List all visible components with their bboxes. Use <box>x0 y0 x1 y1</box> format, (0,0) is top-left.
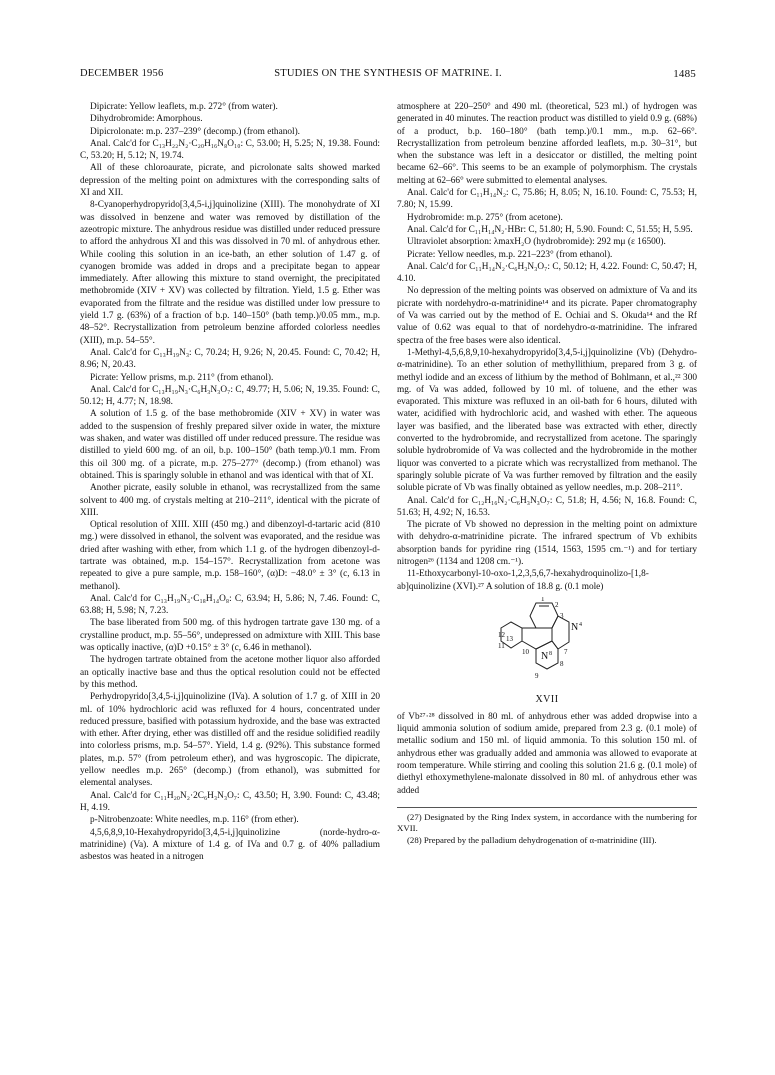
footnote: (28) Prepared by the palladium dehydrogenation of α-matrinidine (III). <box>407 834 657 845</box>
paragraph: Anal. Calc'd for C₁₁H₁₄N₂·C₆H₃N₃O₇: C, 50.12; H, 4.22. Found: C, 50.47; H, 4.10. <box>397 261 697 285</box>
right-column <box>397 101 697 846</box>
paragraph: Anal. Calc'd for C₁₁H₁₄N₂·HBr: C, 51.80; H, 5.90. Found: C, 51.55; H, 5.95. <box>407 224 693 235</box>
paragraph: Anal. Calc'd for C₁₃H₂₂N₂·C₂₀H₁₆N₈O₁₀: C, 53.00; H, 5.25; N, 19.38. Found: C, 53.20; H, 5.12; N, 19.74. <box>80 138 380 162</box>
paragraph: 8-Cyanoperhydropyrido[3,4,5-i,j]quinolizine (XIII). The monohydrate of XI was dissolved in benzene and water was removed by distillation of the azeotropic mixture. The anhydrous residue was distilled under reduced pressure to afford the anhydrous XI and this was dissolved in 70 ml. of anhydrous ether. While cooling this solution in an ice-bath, an ether solution of 1.47 g. of cyanogen bromide was added in drops and a precipitate began to appear immediately. After allowing this mixture to stand overnight, the precipitated methobromide (XIV + XV) was collected by filtration. Yield, 1.5 g. Ether was evaporated from the filtrate and the residue was distilled under low pressure to yield 1.7 g. (63%) of a fraction of b.p. 140–150° (bath temp.)/0.05 mm., m.p. 48–52°. Recrystallization from petroleum benzine afforded colorless needles (XIII), m.p. 54–55°. <box>80 200 380 346</box>
paragraph: 1-Methyl-4,5,6,8,9,10-hexahydropyrido[3,4,5-i,j]quinolizine (Vb) (Dehydro-α-matrinidine). To an ether solution of methyllithium, prepared from 3 g. of methyl iodide and an excess of lithium by the method of Bohlmann, et al.,²² 300 mg. of Va was added, followed by 10 ml. of toluene, and the ether was evaporated. This mixture was refluxed in an oil-bath for 6 hours, diluted with water, acidified with hydrochloric acid, and washed with ether. The aqueous layer was basified, and the liberated base was extracted with ether, directly converted to the hydrobromide, and recrystallized from acetone. The sparingly soluble hydrobromide of Va was collected and the hydrobromide in the mother liquor was converted to a picrate which was recrystallized from methanol. The sparingly soluble picrate of Va was further removed by filtration and the easily soluble picrate of Vb was finally obtained as yellow needles, m.p. 208–211°. <box>397 347 697 494</box>
nitrogen-sup: 4 <box>579 621 582 628</box>
left-column <box>80 101 380 863</box>
paragraph: Anal. Calc'd for C₁₁H₁₄N₂: C, 75.86; H, 8.05; N, 16.10. Found: C, 75.53; H, 7.80; N, 15.99. <box>397 188 697 211</box>
paragraph: The hydrogen tartrate obtained from the acetone mother liquor also afforded an optically inactive base and thus the optical resolution could not be effected by this method. <box>80 655 380 690</box>
atom-number: 1 <box>541 596 545 603</box>
paragraph: Anal. Calc'd for C₁₃H₁₉N₃·C₆H₃N₃O₇: C, 49.77; H, 5.06; N, 19.35. Found: C, 50.12; H, 4.77; N, 18.98. <box>80 384 380 408</box>
paragraph: The picrate of Vb showed no depression in the melting point on admixture with dehydro-α-matrinidine picrate. The infrared spectrum of Vb exhibits absorption bands for pyridine ring (1514, 1563, 1595 cm.⁻¹) and for tertiary nitrogen²⁶ (1134 and 1208 cm.⁻¹). <box>397 520 697 567</box>
atom-number: 12 <box>498 630 505 639</box>
paragraph: Picrate: Yellow needles, m.p. 221–223° (from ethanol). <box>407 249 613 260</box>
atom-number: 13 <box>506 634 513 643</box>
atom-number: 3 <box>560 611 564 620</box>
paragraph: 4,5,6,8,9,10-Hexahydropyrido[3,4,5-i,j]quinolizine (norde-hydro-α-matrinidine) (Va). A mixture of 1.4 g. of IVa and 0.7 g. of 40% palladium asbestos was heated in a nitrogen <box>80 827 380 863</box>
paragraph: Perhydropyrido[3,4,5-i,j]quinolizine (IVa). A solution of 1.7 g. of XIII in 20 ml. of 10% hydrochloric acid was refluxed for 4 hours, concentrated under reduced pressure, basified with potassium hydroxide, and the base was extracted with ether. After drying, ether was distilled off and the residue solidified readily into colorless prisms, m.p. 54–57°. Yield, 1.4 g. (92%). This substance formed plates, m.p. 57° (from petroleum ether), and was hygroscopic. The dipicrate, yellow needles m.p. 265° (decomp.) (from ethanol), was submitted for elemental analyses. <box>80 692 380 789</box>
atom-number: 7 <box>564 647 568 656</box>
paragraph: Anal. Calc'd for C₁₃H₁₉N₃·C₁₈H₁₄O₈: C, 63.94; H, 5.86; N, 7.46. Found: C, 63.88; H, 5.98; N, 7.23. <box>80 593 380 617</box>
header-title: STUDIES ON THE SYNTHESIS OF MATRINE. I. <box>274 68 502 79</box>
nitrogen-label: N <box>571 621 579 633</box>
nitrogen-label: N <box>541 650 549 662</box>
paragraph: p-Nitrobenzoate: White needles, m.p. 116° (from ether). <box>90 815 299 826</box>
nitrogen-sup: 8 <box>549 650 552 657</box>
paragraph: Dihydrobromide: Amorphous. <box>90 114 203 125</box>
paragraph: Anal. Calc'd for C₁₁H₂₀N₂·2C₆H₃N₃O₇: C, 43.50; H, 3.90. Found: C, 43.48; H, 4.19. <box>80 790 380 813</box>
paragraph: 11-Ethoxycarbonyl-10-oxo-1,2,3,5,6,7-hexahydroquinolizo-[1,8-ab]quinolizine (XVI).²⁷ A solution of 18.8 g. (0.1 mole) <box>397 569 649 592</box>
header-date: DECEMBER 1956 <box>80 68 164 79</box>
paragraph: Anal. Calc'd for C₁₃H₁₉N₃: C, 70.24; H, 9.26; N, 20.45. Found: C, 70.42; H, 8.96; N, 20.43. <box>80 347 380 371</box>
page-header <box>80 68 696 84</box>
atom-number: 9 <box>535 671 539 680</box>
paragraph: Anal. Calc'd for C₁₂H₁₆N₂·C₆H₃N₃O₇: C, 51.8; H, 4.56; N, 16.8. Found: C, 51.63; H, 4.92; N, 16.53. <box>397 495 697 518</box>
paragraph: No depression of the melting points was observed on admixture of Va and its picrate with nordehydro-α-matrinidine¹⁴ and its picrate. Paper chromatography of Va was carried out by the method of E. Ochiai and S. Okuda¹⁴ and the Rf value of 0.62 was equal to that of nordehydro-α-matrinidine. The infrared spectra of the free bases were also identical. <box>397 286 697 346</box>
atom-number: 11 <box>498 641 505 650</box>
paragraph: atmosphere at 220–250° and 490 ml. (theoretical, 523 ml.) of hydrogen was generated in 40 minutes. The reaction product was distilled to yield 0.9 g. (68%) of a product, b.p. 160–180° (bath temp.)/0.1 mm., m.p. 62–66°. Recrystallization from petroleum benzine afforded leaflets, m.p. 30–31°, but when the substance was left in a desiccator or distilled, the melting point became 62–66°. This seems to be an example of polymorphism. The crystals melting at 62–66° were submitted to elemental analyses. <box>397 102 697 186</box>
paragraph: Picrate: Yellow prisms, m.p. 211° (from ethanol). <box>90 372 274 383</box>
figure-label: XVII <box>535 693 559 705</box>
atom-number: 10 <box>522 647 529 656</box>
footnote-divider <box>397 807 697 808</box>
paragraph: of Vb²⁷·²⁸ dissolved in 80 ml. of anhydrous ether was added dropwise into a liquid ammonia solution of sodium amide, prepared from 2.3 g. (0.1 mole) of metallic sodium and 150 ml. of liquid ammonia. To this solution 150 ml. of anhydrous ether was gradually added and ammonia was allowed to evaporate at room temperature. While stirring and cooling this solution 21.6 g. (0.1 mole) of diethyl ethoxymethylene-malonate dissolved in 80 ml. of anhydrous ether was added <box>397 711 697 796</box>
paragraph: The base liberated from 500 mg. of this hydrogen tartrate gave 130 mg. of a crystalline product, m.p. 55–56°, undepressed on admixture with XIII. This base was optically inactive, (α)D +0.15° ± 3° (c, 6.46 in methanol). <box>80 618 380 654</box>
paragraph: Hydrobromide: m.p. 275° (from acetone). <box>407 212 563 223</box>
atom-number: 2 <box>555 600 559 609</box>
paragraph: Optical resolution of XIII. XIII (450 mg.) and dibenzoyl-d-tartaric acid (810 mg.) were dissolved in ethanol, the solvent was evaporated, and the residue was dried after washing with ether, from which 1.1 g. of the hydrogen dibenzoyl-d-tartrate was obtained, m.p. 154–157°. Recrystallization from acetone was repeated to give a pure sample, m.p. 158–160°, (α)D: −48.0° ± 3° (c, 6.13 in methanol). <box>80 520 380 592</box>
paragraph: A solution of 1.5 g. of the base methobromide (XIV + XV) in water was added to the suspension of freshly prepared silver oxide in water, the mixture was shaken, and water was distilled off under reduced pressure. The residue was distilled to yield 600 mg. of an oil, b.p. 100–150° (bath temp.)/0.1 mm. From this oil 300 mg. of a picrate, m.p. 275–277° (decomp.) (from ethanol) was obtained. This is sparingly soluble in ethanol and was identical with that of XI. <box>80 409 380 481</box>
page-number: 1485 <box>673 68 696 80</box>
paragraph: Dipicrolonate: m.p. 237–239° (decomp.) (from ethanol). <box>90 126 301 137</box>
paragraph: Ultraviolet absorption: λmaxH₂O (hydrobromide): 292 mμ (ε 16500). <box>407 237 666 248</box>
structure-figure <box>397 597 697 709</box>
paragraph: Another picrate, easily soluble in ethanol, was recrystallized from the same solvent to 400 mg. of crystals melting at 210–211°, identical with the picrate of XIII. <box>80 483 380 518</box>
paragraph: All of these chloroaurate, picrate, and picrolonate salts showed marked depression of the melting point on admixtures with the corresponding salts of XI and XII. <box>80 163 380 199</box>
paragraph: Dipicrate: Yellow leaflets, m.p. 272° (from water). <box>90 102 278 112</box>
chemical-structure-diagram <box>497 597 597 693</box>
footnote: (27) Designated by the Ring Index system, in accordance with the numbering for XVII. <box>397 811 697 834</box>
atom-number: 8 <box>560 659 564 668</box>
